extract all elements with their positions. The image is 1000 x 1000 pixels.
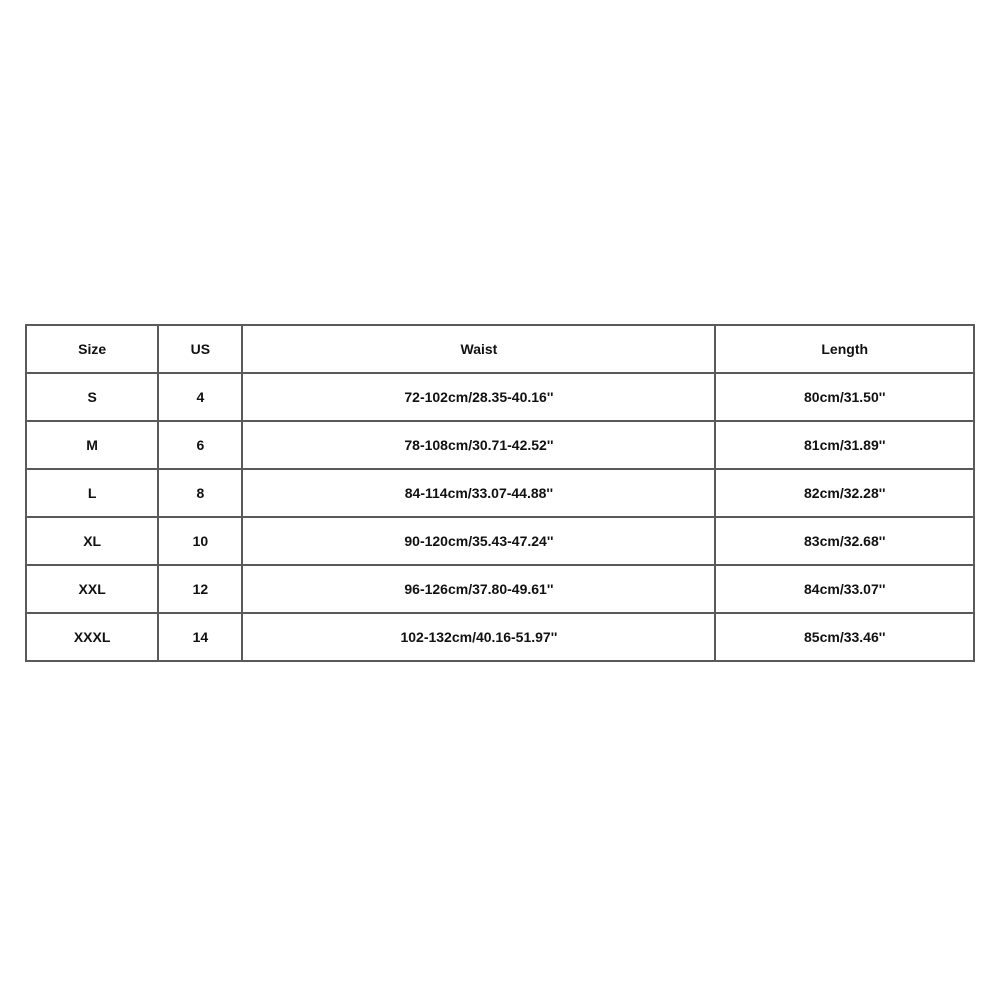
cell-us: 12 — [158, 565, 242, 613]
cell-waist: 72-102cm/28.35-40.16'' — [242, 373, 715, 421]
cell-size: M — [26, 421, 158, 469]
cell-length: 80cm/31.50'' — [715, 373, 974, 421]
cell-us: 4 — [158, 373, 242, 421]
table-row — [26, 373, 974, 421]
header-waist: Waist — [242, 325, 715, 373]
header-row — [26, 325, 974, 373]
header-length: Length — [715, 325, 974, 373]
table-row — [26, 565, 974, 613]
cell-us: 14 — [158, 613, 242, 661]
cell-waist: 90-120cm/35.43-47.24'' — [242, 517, 715, 565]
header-size: Size — [26, 325, 158, 373]
cell-size: XXXL — [26, 613, 158, 661]
table-row — [26, 517, 974, 565]
cell-waist: 84-114cm/33.07-44.88'' — [242, 469, 715, 517]
cell-length: 82cm/32.28'' — [715, 469, 974, 517]
cell-us: 8 — [158, 469, 242, 517]
cell-us: 6 — [158, 421, 242, 469]
cell-length: 83cm/32.68'' — [715, 517, 974, 565]
cell-waist: 78-108cm/30.71-42.52'' — [242, 421, 715, 469]
cell-length: 81cm/31.89'' — [715, 421, 974, 469]
table-row — [26, 613, 974, 661]
cell-waist: 96-126cm/37.80-49.61'' — [242, 565, 715, 613]
cell-size: S — [26, 373, 158, 421]
size-chart-header — [26, 325, 974, 373]
size-chart-table — [25, 324, 975, 662]
table-row — [26, 469, 974, 517]
table-row — [26, 421, 974, 469]
header-us: US — [158, 325, 242, 373]
cell-waist: 102-132cm/40.16-51.97'' — [242, 613, 715, 661]
size-chart-body — [26, 373, 974, 661]
cell-length: 84cm/33.07'' — [715, 565, 974, 613]
cell-size: XL — [26, 517, 158, 565]
cell-size: XXL — [26, 565, 158, 613]
cell-us: 10 — [158, 517, 242, 565]
cell-size: L — [26, 469, 158, 517]
cell-length: 85cm/33.46'' — [715, 613, 974, 661]
